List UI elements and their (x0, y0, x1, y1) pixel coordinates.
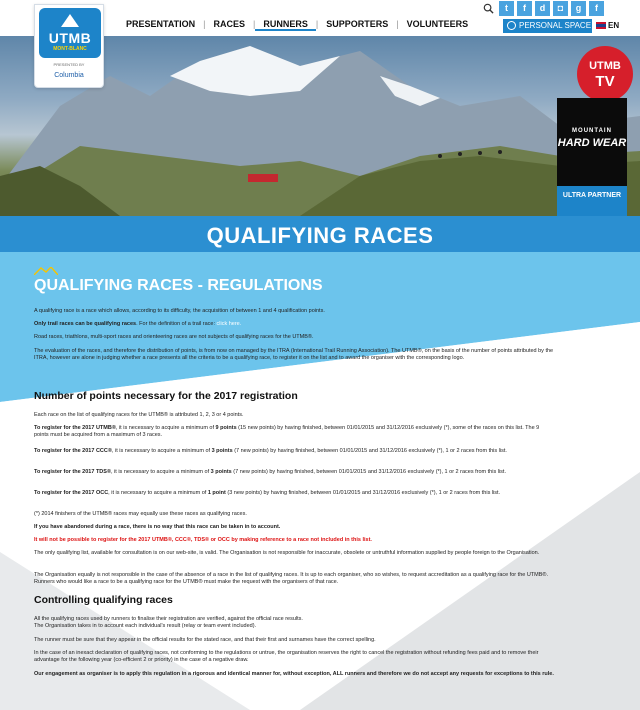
tds-requirement-rest: (7 new points) by having finished, between 01/01/2015 and 31/12/2016 exclusively (*), 1 or 2 races from this list. (231, 469, 506, 475)
utmb-requirement-bold: To register for the 2017 UTMB® (34, 425, 116, 431)
points-title: Number of points necessary for the 2017 registration (34, 390, 298, 402)
mountain-peak-icon (61, 14, 79, 27)
points-intro: Each race on the list of qualifying races for the UTMB® is attributed 1, 2, 3 or 4 points. (34, 412, 244, 418)
language-label: EN (608, 21, 620, 30)
menu-separator: | (396, 19, 399, 29)
qualifying-list-link[interactable]: >> Click here to consult the list of qualifying races << (229, 377, 359, 383)
flickr-icon[interactable]: f (589, 1, 604, 16)
twitter-icon[interactable]: t (499, 1, 514, 16)
sponsor-logo: Columbia (54, 72, 84, 79)
ccc-requirement-mid: , it is necessary to acquire a minimum of (111, 448, 212, 454)
presented-by-text: PRESENTED BY (53, 62, 85, 67)
ccc-requirement-bold: To register for the 2017 CCC® (34, 448, 112, 454)
menu-separator: | (203, 19, 206, 29)
utmb-points: 9 points (215, 425, 237, 431)
controlling-p1b: The Organisation takes in to account each individual's result (relay or team event included). (34, 623, 257, 629)
utmb-requirement-mid: , it is necessary to acquire a minimum of (115, 425, 216, 431)
tds-requirement-mid: , it is necessary to acquire a minimum of (111, 469, 211, 475)
warning-note: It will not be possible to register for the 2017 UTMB®, CCC®, TDS® or OCC by making reference to a race not included in this list. (34, 537, 372, 543)
logo-text: UTMB (48, 30, 92, 46)
menu-item-presentation[interactable]: PRESENTATION (126, 19, 196, 29)
ccc-requirement-rest: (7 new points) by having finished, between 01/01/2015 and 31/12/2016 exclusively (*), 1 or 2 races from this list. (232, 448, 507, 454)
regulations-p3: Road races, triathlons, multi-sport races and orienteering races are not subjects of qualifying races for the UTMB®. (34, 334, 314, 340)
utmb-tv-button[interactable] (577, 46, 633, 102)
instagram-icon[interactable]: ◘ (553, 1, 568, 16)
tds-requirement-bold: To register for the 2017 TDS® (34, 469, 111, 475)
page-title-band (0, 216, 640, 252)
tv-label-line2: TV (595, 73, 615, 90)
finishers-note: (*) 2014 finishers of the UTMB® races may equally use these races as qualifying races. (34, 511, 247, 517)
controlling-title: Controlling qualifying races (34, 594, 173, 606)
p2-bold: Only trail races can be qualifying races (34, 321, 137, 327)
utmb-requirement (34, 425, 554, 439)
controlling-p2: The runner must be sure that they appear in the official results for the stated race, and that their first and surnames have the correct spelling. (34, 637, 376, 643)
social-links (499, 1, 607, 16)
occ-requirement (34, 490, 554, 497)
p2-rest: . For the definition of a trail race: (136, 321, 217, 327)
controlling-p4: Our engagement as organiser is to apply this regulation in a rigorous and identical manner for, without exception, ALL runners and therefore we do not accept any requests for exceptions to this rule. (34, 671, 554, 677)
tv-label-line1: UTMB (589, 60, 621, 72)
regulations-title: QUALIFYING RACES - REGULATIONS (34, 277, 323, 294)
main-menu (126, 19, 476, 31)
partner-name-line2: HARD WEAR (557, 137, 627, 149)
utmb-badge (39, 8, 101, 58)
search-icon[interactable] (483, 3, 494, 14)
regulations-p4: The evaluation of the races, and therefore the distribution of points, is from now on managed by the ITRA (International Trail Running Association). The UTMB®, on the basis of the number of points attributed by the ITRA, however are alone in judging whether a race presents all the criteria to be a qualifying race, to register it on the list and to award the organiser with the corresponding logo. (34, 348, 554, 361)
occ-requirement-mid: , it is necessary to acquire a minimum of (108, 490, 208, 496)
tds-points: 3 points (210, 469, 232, 475)
page-title: QUALIFYING RACES (206, 223, 434, 248)
dailymotion-icon[interactable]: d (535, 1, 550, 16)
language-selector[interactable] (596, 19, 619, 33)
occ-requirement-bold: To register for the 2017 OCC (34, 490, 109, 496)
user-icon (507, 21, 516, 30)
logo-subtext: MONT-BLANC (53, 46, 87, 52)
ccc-points: 3 points (211, 448, 233, 454)
ccc-requirement (34, 448, 554, 455)
utmb-logo[interactable] (34, 4, 104, 88)
utmb-requirement-rest: (15 new points) by having finished, between 01/01/2015 and 31/12/2016 exclusively (*), some of the races on this list. The 9 points must be acquired from a maximum of 3 races. (34, 425, 540, 438)
menu-item-runners[interactable]: RUNNERS (255, 19, 316, 31)
absence-note: The Organisation equally is not responsible in the case of the absence of a race in the list of qualifying races. It is up to each organiser, who so wishes, to request accreditation as a qualifying race for the UTMB®. Runners who would like a race to be a qualifying race for the UTMB® must make the request with the organisers of that race. (34, 572, 548, 585)
ultra-partner-badge: ULTRA PARTNER (557, 186, 627, 216)
official-list-note: The only qualifying list, available for consultation is on our web-site, is valid. The Organisation is not responsible for inaccurate, obsolete or untruthful information supplied by people foreign to the Organisation. (34, 550, 540, 556)
menu-separator: | (253, 19, 256, 29)
menu-item-races[interactable]: RACES (213, 19, 246, 29)
mountain-icon (34, 267, 58, 275)
uk-flag-icon (596, 22, 606, 29)
google-plus-icon[interactable]: g (571, 1, 586, 16)
tds-requirement (34, 469, 554, 476)
personal-space-label: PERSONAL SPACE (519, 21, 592, 30)
regulations-p1: A qualifying race is a race which allows, according to its difficulty, the acquisition of between 1 and 4 qualification points. (34, 308, 325, 314)
regulations-p2 (34, 321, 554, 328)
facebook-icon[interactable]: f (517, 1, 532, 16)
controlling-p1: All the qualifying races used by runners to finalise their registration are verified, against the official race results. (34, 616, 303, 622)
occ-points: 1 point (207, 490, 226, 496)
trail-definition-link[interactable]: click here. (216, 321, 242, 327)
occ-requirement-rest: (3 new points) by having finished, between 01/01/2015 and 31/12/2016 exclusively (*), 1 or 2 races from this list. (225, 490, 501, 496)
controlling-p3: In the case of an inexact declaration of qualifying races, not conforming to the regulations or untrue, the organisation reserves the right to cancel the registration without refunding fees paid and to remove their advantage for the following year (co-efficient 2 or priority) in the case of a negative draw. (34, 650, 539, 663)
partner-name-line1: MOUNTAIN (572, 128, 612, 134)
abandon-note: If you have abandoned during a race, there is no way that this race can be taken in to account. (34, 524, 281, 530)
top-navigation (0, 0, 640, 79)
personal-space-button[interactable] (503, 19, 592, 33)
menu-item-volunteers[interactable]: VOLUNTEERS (406, 19, 469, 29)
menu-separator: | (315, 19, 319, 29)
menu-item-supporters[interactable]: SUPPORTERS (326, 19, 389, 29)
